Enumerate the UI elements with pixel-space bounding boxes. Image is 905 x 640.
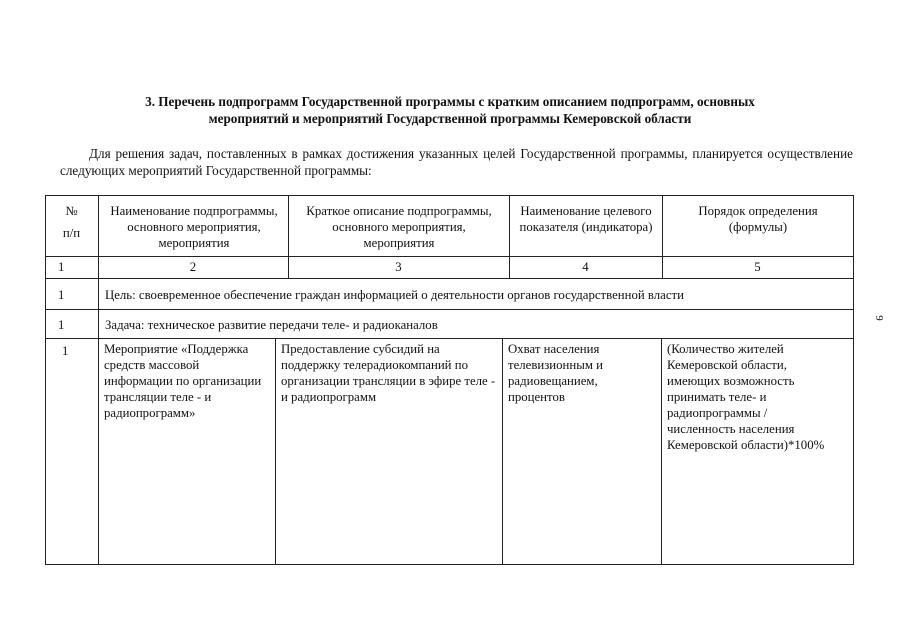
numbering-5: 5 [754,260,761,274]
numbering-4: 4 [582,260,589,274]
section-title-line-1: 3. Перечень подпрограмм Государственной программы с кратким описанием подпрограмм, основных [145,94,755,109]
task-row-num: 1 [58,318,65,332]
intro-paragraph [60,145,853,179]
goal-row-text: Цель: своевременное обеспечение граждан информацией о деятельности органов государственной власти [105,288,684,302]
page-number: 9 [872,315,885,321]
header-indicator: Наименование целевого показателя (индикатора) [519,204,653,234]
section-title-line-2: мероприятий и мероприятий Государственной программы Кемеровской области [208,111,692,126]
task-row-text: Задача: техническое развитие передачи теле- и радиоканалов [105,318,438,332]
activity-name: Мероприятие «Поддержка средств массовой информации по организации трансляции теле - и радиопрограмм» [104,342,262,420]
section-title [60,93,840,127]
numbering-1: 1 [58,260,65,274]
goal-row-num: 1 [58,288,65,302]
activity-row-num: 1 [62,344,69,358]
numbering-2: 2 [189,260,197,274]
header-formula: Порядок определения (формулы) [698,204,818,234]
activity-indicator: Охват населения телевизионным и радиовещанием, процентов [508,342,603,404]
activity-description: Предоставление субсидий на поддержку телерадиокомпаний по организации трансляции в эфире теле - и радиопрограмм [281,342,496,404]
numbering-3: 3 [395,260,402,274]
header-num-label: п/п [62,226,81,240]
header-description: Краткое описание подпрограммы, основного мероприятия, мероприятия [306,204,492,250]
header-num [45,203,98,241]
intro-text: Для решения задач, поставленных в рамках достижения указанных целей Государственной программы, планируется осуществление следующих мероприятий Государственной программы: [60,146,853,178]
activity-formula: (Количество жителей Кемеровской области, имеющих возможность принимать теле- и радиопрограммы / численность населения Кемеровской области)*100% [667,342,825,452]
header-num-symbol: № [65,204,78,218]
header-subprogram-name: Наименование подпрограммы, основного мероприятия, мероприятия [110,204,278,250]
